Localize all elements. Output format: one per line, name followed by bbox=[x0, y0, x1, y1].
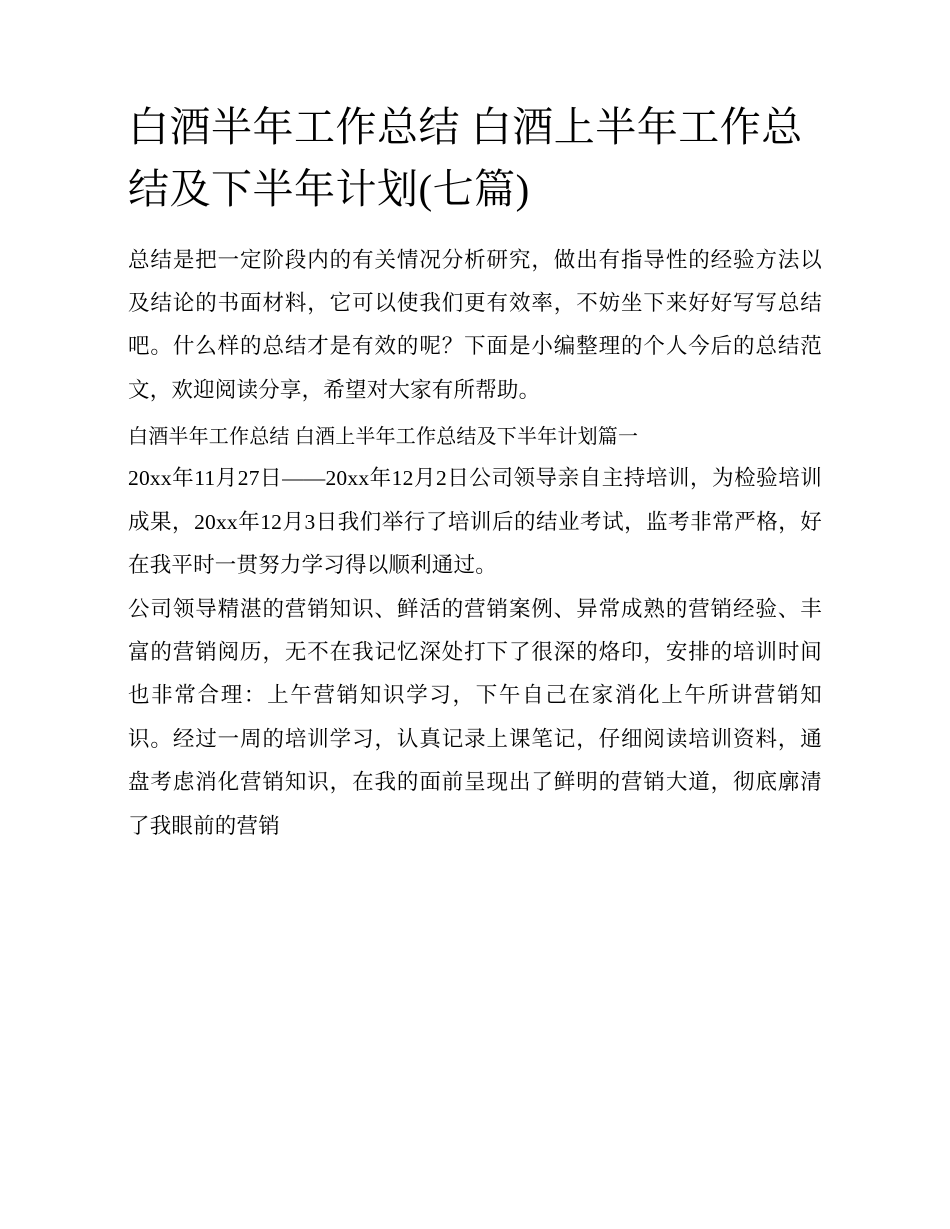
paragraph-body-2: 公司领导精湛的营销知识、鲜活的营销案例、异常成熟的营销经验、丰富的营销阅历，无不在我记忆深处打下了很深的烙印，安排的培训时间也非常合理：上午营销知识学习，下午自己在家消化上午所讲营销知识。经过一周的培训学习，认真记录上课笔记，仔细阅读培训资料，通盘考虑消化营销知识，在我的面前呈现出了鲜明的营销大道，彻底廓清了我眼前的营销 bbox=[128, 596, 822, 838]
paragraph-intro: 总结是把一定阶段内的有关情况分析研究，做出有指导性的经验方法以及结论的书面材料，它可以使我们更有效率，不妨坐下来好好写写总结吧。什么样的总结才是有效的呢？下面是小编整理的个人今后的总结范文，欢迎阅读分享，希望对大家有所帮助。 bbox=[128, 247, 822, 402]
page-title: 白酒半年工作总结 白酒上半年工作总结及下半年计划(七篇) bbox=[128, 104, 803, 213]
paragraph-subtitle: 白酒半年工作总结 白酒上半年工作总结及下半年计划篇一 bbox=[128, 426, 639, 449]
paragraph-body-1: 20xx年11月27日——20xx年12月2日公司领导亲自主持培训，为检验培训成果，20xx年12月3日我们举行了培训后的结业考试，监考非常严格，好在我平时一贯努力学习得以顺利通过。 bbox=[128, 466, 822, 578]
